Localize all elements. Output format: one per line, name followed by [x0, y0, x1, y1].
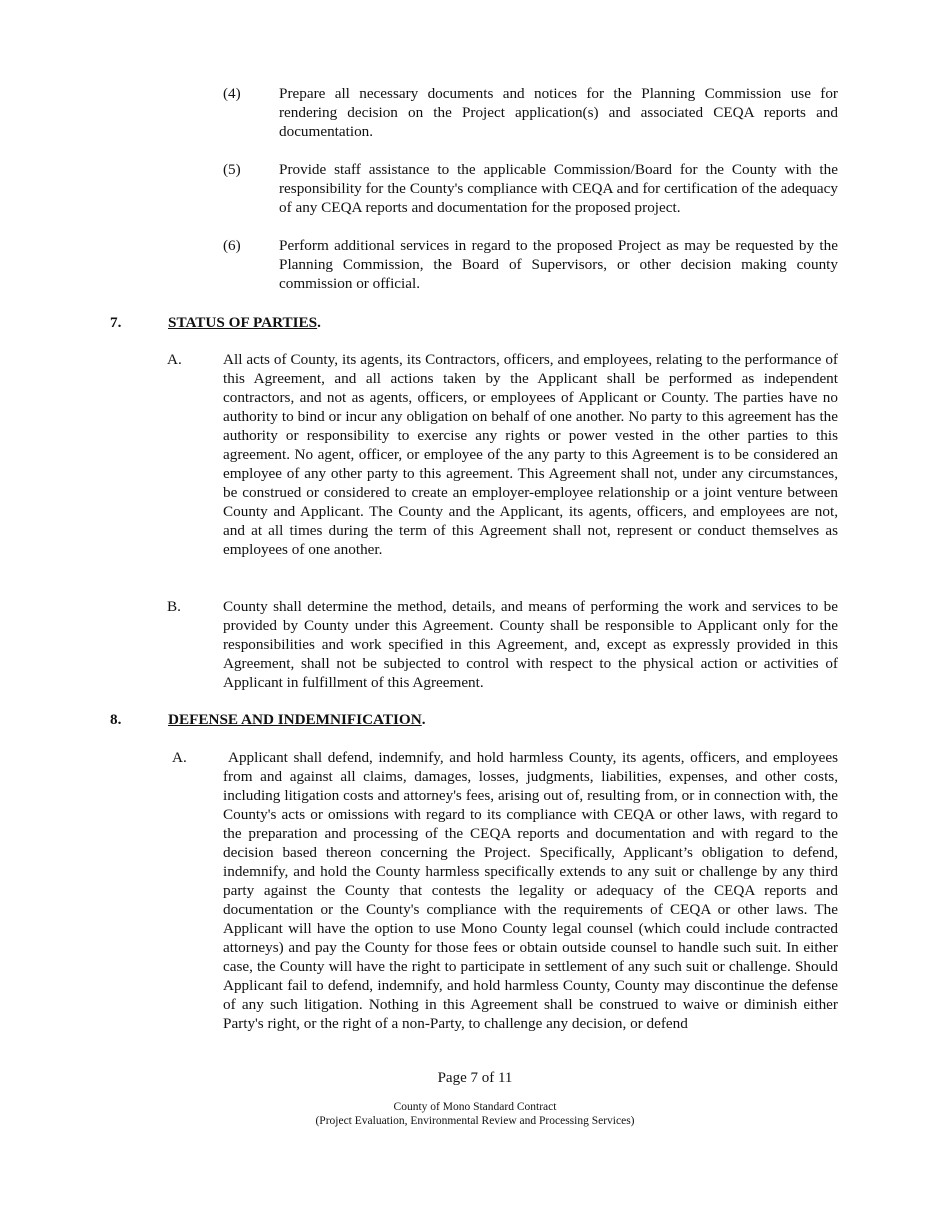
section-8-paragraph-a [167, 748, 838, 1033]
item-text: Perform additional services in regard to the proposed Project as may be requested by the Planning Commission, the Board of Supervisors, or other decision making county commission or official. [279, 237, 838, 292]
section-title [168, 313, 321, 332]
footer-line-1: County of Mono Standard Contract [393, 1101, 557, 1113]
section-number: 7. [110, 314, 122, 331]
item-text: Provide staff assistance to the applicable Commission/Board for the County with the responsibility for the County's compliance with CEQA and for certification of the adequacy of any CEQA reports and documentation for the proposed project. [279, 161, 838, 216]
section-title-text: DEFENSE AND INDEMNIFICATION [168, 711, 422, 728]
paragraph-label: A. [172, 749, 187, 766]
numbered-item [223, 84, 838, 141]
section-title [168, 710, 426, 729]
item-number: (6) [223, 237, 241, 254]
paragraph-text: Applicant shall defend, indemnify, and hold harmless County, its agents, officers, and employees from and against all claims, damages, losses, judgments, liabilities, expenses, and other costs, including litigation costs and attorney's fees, arising out of, resulting from, or in connection with, the County's acts or omissions with regard to its compliance with CEQA or other laws, with regard to the preparation and processing of the CEQA reports and documentation and with regard to the decision based thereon concerning the Project. Specifically, Applicant’s obligation to defend, indemnify, and hold the County harmless specifically extends to any suit or challenge by any third party against the County that contests the legality or adequacy of the CEQA reports and documentation or the County's compliance with the requirements of CEQA or other laws. The Applicant will have the option to use Mono County legal counsel (which could include contracted attorneys) and pay the County for those fees or obtain outside counsel to handle such suit. In either case, the County will have the right to participate in settlement of any such suit or challenge. Should Applicant fail to defend, indemnify, and hold harmless County, County may discontinue the defense of any such litigation. Nothing in this Agreement shall be construed to waive or diminish either Party's right, or the right of a non-Party, to challenge any decision, or defend [223, 749, 838, 1032]
section-number: 8. [110, 711, 122, 728]
section-title-period: . [317, 314, 321, 331]
paragraph-text: County shall determine the method, details, and means of performing the work and services to be provided by County under this Agreement. County shall be responsible to Applicant only for the responsibilities and work specified in this Agreement, and, except as expressly provided in this Agreement, shall not be subjected to control with respect to the physical action or activities of Applicant in fulfillment of this Agreement. [223, 598, 838, 691]
footer [0, 1100, 950, 1128]
item-number: (4) [223, 85, 241, 102]
section-title-text: STATUS OF PARTIES [168, 314, 318, 331]
paragraph-text: All acts of County, its agents, its Contractors, officers, and employees, relating to the performance of this Agreement, and all actions taken by the Applicant shall be performed as independent contractors, and not as agents, officers, or employees of Applicant or County. The parties have no authority to bind or incur any obligation on behalf of one another. No party to this agreement has the authority or responsibility to exercise any rights or power vested in the other parties to this agreement. No agent, officer, or employee of the any party to this Agreement is to be considered an employee of any other party to this agreement. This Agreement shall not, under any circumstances, be construed or considered to create an employer-employee relationship or a joint venture between County and Applicant. The County and the Applicant, its agents, officers, and employees are not, and at all times during the term of this Agreement shall not, represent or conduct themselves as employees of one another. [223, 351, 838, 558]
footer-line-2: (Project Evaluation, Environmental Review and Processing Services) [315, 1115, 635, 1127]
numbered-item [223, 160, 838, 217]
paragraph-label: A. [167, 351, 182, 368]
section-title-period: . [421, 711, 426, 728]
section-7-paragraph-a [167, 350, 838, 559]
page-number: Page 7 of 11 [437, 1070, 513, 1086]
item-number: (5) [223, 161, 241, 178]
item-text: Prepare all necessary documents and notices for the Planning Commission use for rendering decision on the Project application(s) and associated CEQA reports and documentation. [279, 85, 838, 140]
section-7-paragraph-b [167, 597, 838, 692]
numbered-item [223, 236, 838, 293]
paragraph-label: B. [167, 598, 181, 615]
